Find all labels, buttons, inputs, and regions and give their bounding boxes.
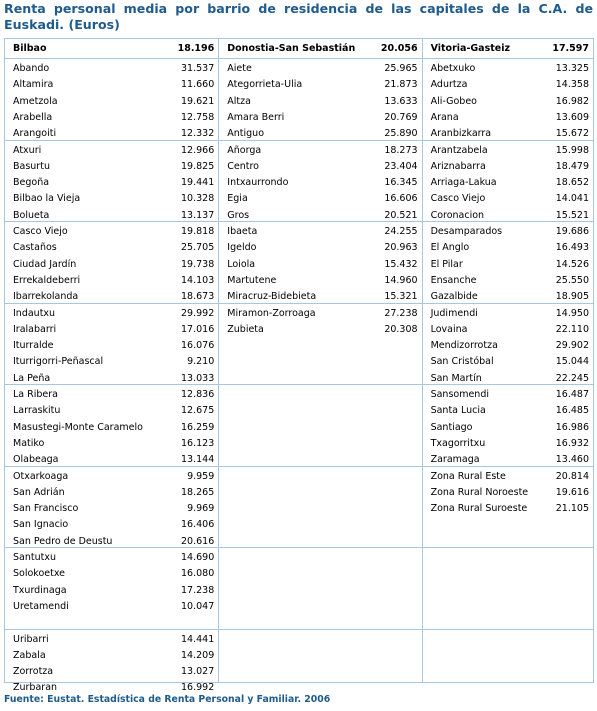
neighborhood-name: Olabeaga <box>13 452 59 468</box>
income-value: 16.406 <box>181 517 214 533</box>
row-group <box>219 59 421 141</box>
table-title: Renta personal media por barrio de residencia de las capitales de la C.A. de Euskadi. (Euros) <box>4 1 593 33</box>
income-value: 14.950 <box>556 306 589 322</box>
column-donostia <box>218 59 421 683</box>
neighborhood-name: Antiguo <box>227 126 264 142</box>
income-value: 13.137 <box>181 208 214 224</box>
income-value: 14.690 <box>181 550 214 566</box>
neighborhood-name: Judimendi <box>431 306 478 322</box>
income-value: 31.537 <box>181 61 214 77</box>
income-value: 20.769 <box>384 110 417 126</box>
neighborhood-name: Ibarrekolanda <box>13 289 78 305</box>
income-value: 16.485 <box>556 403 589 419</box>
table-row <box>5 306 218 322</box>
neighborhood-name: Begoña <box>13 175 49 191</box>
income-value: 17.016 <box>181 322 214 338</box>
table-row <box>5 257 218 273</box>
table-row <box>5 273 218 289</box>
income-value: 16.123 <box>181 436 214 452</box>
neighborhood-name: Ategorrieta-Ulia <box>227 77 302 93</box>
neighborhood-name: Ibaeta <box>227 224 257 240</box>
neighborhood-name: Igeldo <box>227 240 256 256</box>
column-header-name: Vitoria-Gasteiz <box>431 43 510 54</box>
neighborhood-name: Añorga <box>227 143 261 159</box>
income-value: 19.825 <box>181 159 214 175</box>
neighborhood-name: Loiola <box>227 257 255 273</box>
column-header-name: Donostia-San Sebastián <box>227 43 355 54</box>
neighborhood-name: Desamparados <box>431 224 503 240</box>
income-value: 16.982 <box>556 94 589 110</box>
neighborhood-name: Aiete <box>227 61 252 77</box>
income-value: 9.969 <box>187 501 214 517</box>
neighborhood-name: El Pilar <box>431 257 463 273</box>
neighborhood-name: Altza <box>227 94 251 110</box>
income-value: 29.992 <box>181 306 214 322</box>
table-row <box>219 175 421 191</box>
table-row <box>219 77 421 93</box>
income-value: 18.905 <box>556 289 589 305</box>
neighborhood-name: Gros <box>227 208 249 224</box>
row-group <box>423 467 593 549</box>
income-value: 17.238 <box>181 583 214 599</box>
column-header-name: Bilbao <box>13 43 47 54</box>
neighborhood-name: Iralabarri <box>13 322 56 338</box>
neighborhood-name: Txurdinaga <box>13 583 67 599</box>
income-value: 16.493 <box>556 240 589 256</box>
neighborhood-name: San Adrián <box>13 485 65 501</box>
income-value: 15.521 <box>556 208 589 224</box>
row-group <box>5 548 218 630</box>
income-value: 16.992 <box>181 680 214 696</box>
income-value: 16.932 <box>556 436 589 452</box>
table-row <box>423 436 593 452</box>
row-group <box>423 141 593 223</box>
table-body <box>5 59 593 683</box>
table-row <box>5 338 218 354</box>
column-header-vitoria <box>422 39 593 58</box>
table-row <box>423 191 593 207</box>
neighborhood-name: Mendizorrotza <box>431 338 498 354</box>
income-value: 16.076 <box>181 338 214 354</box>
table-header <box>5 39 593 59</box>
row-group <box>219 548 421 630</box>
income-value: 22.110 <box>556 322 589 338</box>
neighborhood-name: Uretamendi <box>13 599 69 615</box>
table-row <box>5 420 218 436</box>
income-value: 12.966 <box>181 143 214 159</box>
income-value: 13.144 <box>181 452 214 468</box>
table-row <box>219 306 421 322</box>
table-row <box>423 61 593 77</box>
row-group <box>5 467 218 549</box>
row-group <box>5 59 218 141</box>
row-group <box>219 222 421 304</box>
table-row <box>219 224 421 240</box>
table-row <box>5 322 218 338</box>
income-value: 15.432 <box>384 257 417 273</box>
income-table <box>4 38 594 683</box>
table-row <box>5 240 218 256</box>
income-value: 27.238 <box>384 306 417 322</box>
neighborhood-name: Iturrigorri-Peñascal <box>13 354 103 370</box>
table-row <box>423 224 593 240</box>
income-value: 21.873 <box>384 77 417 93</box>
table-row <box>5 534 218 550</box>
neighborhood-name: Solokoetxe <box>13 566 65 582</box>
neighborhood-name: Arana <box>431 110 459 126</box>
income-value: 18.673 <box>181 289 214 305</box>
neighborhood-name: Gazalbide <box>431 289 478 305</box>
table-row <box>5 159 218 175</box>
neighborhood-name: Altamira <box>13 77 53 93</box>
neighborhood-name: Bolueta <box>13 208 49 224</box>
table-row <box>219 159 421 175</box>
income-value: 13.033 <box>181 371 214 387</box>
income-value: 19.621 <box>181 94 214 110</box>
neighborhood-name: Zona Rural Noroeste <box>431 485 529 501</box>
neighborhood-name: Castaños <box>13 240 57 256</box>
table-row <box>219 273 421 289</box>
neighborhood-name: Txagorritxu <box>431 436 486 452</box>
income-value: 9.959 <box>187 469 214 485</box>
neighborhood-name: Basurtu <box>13 159 50 175</box>
neighborhood-name: Ametzola <box>13 94 58 110</box>
income-value: 18.265 <box>181 485 214 501</box>
income-value: 11.660 <box>181 77 214 93</box>
neighborhood-name: Coronacion <box>431 208 485 224</box>
income-value: 25.965 <box>384 61 417 77</box>
row-group <box>219 304 421 386</box>
income-value: 14.960 <box>384 273 417 289</box>
table-row <box>5 664 218 680</box>
table-row <box>5 550 218 566</box>
income-value: 15.998 <box>556 143 589 159</box>
neighborhood-name: Miramon-Zorroaga <box>227 306 315 322</box>
row-group <box>423 548 593 630</box>
income-value: 19.818 <box>181 224 214 240</box>
neighborhood-name: Zurbaran <box>13 680 57 696</box>
table-row <box>5 632 218 648</box>
table-row <box>5 354 218 370</box>
neighborhood-name: Adurtza <box>431 77 468 93</box>
neighborhood-name: Centro <box>227 159 259 175</box>
neighborhood-name: Santutxu <box>13 550 56 566</box>
income-value: 12.332 <box>181 126 214 142</box>
row-group <box>423 304 593 386</box>
row-group <box>5 385 218 467</box>
neighborhood-name: Miracruz-Bidebieta <box>227 289 316 305</box>
neighborhood-name: Casco Viejo <box>431 191 486 207</box>
income-value: 15.672 <box>556 126 589 142</box>
neighborhood-name: Masustegi-Monte Caramelo <box>13 420 143 436</box>
neighborhood-name: San Cristóbal <box>431 354 494 370</box>
neighborhood-name: Amara Berri <box>227 110 284 126</box>
table-row <box>423 387 593 403</box>
income-value: 10.047 <box>181 599 214 615</box>
table-row <box>219 257 421 273</box>
column-header-donostia <box>218 39 421 58</box>
neighborhood-name: Ali-Gobeo <box>431 94 477 110</box>
neighborhood-name: Indautxu <box>13 306 55 322</box>
table-row <box>5 387 218 403</box>
table-row <box>423 306 593 322</box>
neighborhood-name: Abando <box>13 61 49 77</box>
table-row <box>423 110 593 126</box>
income-value: 14.358 <box>556 77 589 93</box>
income-value: 29.902 <box>556 338 589 354</box>
neighborhood-name: San Francisco <box>13 501 78 517</box>
row-group <box>423 630 593 711</box>
table-row <box>5 599 218 615</box>
row-group <box>219 385 421 467</box>
table-row <box>5 191 218 207</box>
income-value: 18.273 <box>384 143 417 159</box>
income-value: 25.705 <box>181 240 214 256</box>
table-row <box>219 240 421 256</box>
neighborhood-name: Arabella <box>13 110 52 126</box>
neighborhood-name: Zorrotza <box>13 664 53 680</box>
neighborhood-name: Santa Lucia <box>431 403 486 419</box>
income-value: 19.441 <box>181 175 214 191</box>
income-value: 16.345 <box>384 175 417 191</box>
income-value: 19.616 <box>556 485 589 501</box>
income-value: 18.652 <box>556 175 589 191</box>
income-value: 24.255 <box>384 224 417 240</box>
income-value: 14.209 <box>181 648 214 664</box>
table-row <box>219 110 421 126</box>
neighborhood-name: Lovaina <box>431 322 468 338</box>
table-row <box>423 501 593 517</box>
row-group <box>423 59 593 141</box>
income-value: 15.321 <box>384 289 417 305</box>
table-row <box>5 517 218 533</box>
income-value: 16.606 <box>384 191 417 207</box>
neighborhood-name: San Pedro de Deustu <box>13 534 112 550</box>
neighborhood-name: Iturralde <box>13 338 54 354</box>
income-value: 12.675 <box>181 403 214 419</box>
table-row <box>423 354 593 370</box>
table-row <box>423 322 593 338</box>
neighborhood-name: El Anglo <box>431 240 470 256</box>
neighborhood-name: La Ribera <box>13 387 58 403</box>
neighborhood-name: San Martín <box>431 371 482 387</box>
neighborhood-name: Zaramaga <box>431 452 480 468</box>
income-value: 12.758 <box>181 110 214 126</box>
neighborhood-name: Bilbao la Vieja <box>13 191 80 207</box>
table-row <box>423 420 593 436</box>
table-row <box>219 61 421 77</box>
income-value: 23.404 <box>384 159 417 175</box>
row-group <box>5 222 218 304</box>
neighborhood-name: La Peña <box>13 371 50 387</box>
income-value: 14.041 <box>556 191 589 207</box>
income-value: 13.325 <box>556 61 589 77</box>
income-value: 20.521 <box>384 208 417 224</box>
table-row <box>219 191 421 207</box>
neighborhood-name: Casco Viejo <box>13 224 68 240</box>
income-value: 14.441 <box>181 632 214 648</box>
column-header-total: 17.597 <box>552 43 589 54</box>
income-value: 25.550 <box>556 273 589 289</box>
table-row <box>219 322 421 338</box>
income-value: 22.245 <box>556 371 589 387</box>
income-value: 12.836 <box>181 387 214 403</box>
column-bilbao <box>5 59 218 683</box>
table-row <box>5 61 218 77</box>
neighborhood-name: Ariznabarra <box>431 159 486 175</box>
table-row <box>423 273 593 289</box>
table-row <box>423 159 593 175</box>
income-value: 10.328 <box>181 191 214 207</box>
income-value: 21.105 <box>556 501 589 517</box>
table-row <box>5 583 218 599</box>
table-row <box>423 403 593 419</box>
income-value: 19.738 <box>181 257 214 273</box>
table-row <box>423 240 593 256</box>
table-row <box>5 94 218 110</box>
table-row <box>5 110 218 126</box>
row-group <box>423 385 593 467</box>
neighborhood-name: Zona Rural Suroeste <box>431 501 528 517</box>
table-row <box>5 501 218 517</box>
income-value: 16.080 <box>181 566 214 582</box>
neighborhood-name: Arangoiti <box>13 126 56 142</box>
table-row <box>5 436 218 452</box>
income-value: 19.686 <box>556 224 589 240</box>
neighborhood-name: Ensanche <box>431 273 477 289</box>
table-row <box>5 143 218 159</box>
neighborhood-name: Sansomendi <box>431 387 489 403</box>
neighborhood-name: Larraskitu <box>13 403 60 419</box>
income-value: 13.633 <box>384 94 417 110</box>
income-value: 25.890 <box>384 126 417 142</box>
table-row <box>5 77 218 93</box>
table-row <box>219 143 421 159</box>
income-value: 20.308 <box>384 322 417 338</box>
row-group <box>5 141 218 223</box>
table-row <box>423 94 593 110</box>
neighborhood-name: Zona Rural Este <box>431 469 506 485</box>
neighborhood-name: Martutene <box>227 273 276 289</box>
income-value: 15.044 <box>556 354 589 370</box>
neighborhood-name: Ciudad Jardín <box>13 257 76 273</box>
table-row <box>5 566 218 582</box>
income-value: 13.460 <box>556 452 589 468</box>
income-value: 14.526 <box>556 257 589 273</box>
neighborhood-name: Errekaldeberri <box>13 273 80 289</box>
row-group <box>5 304 218 386</box>
income-value: 14.103 <box>181 273 214 289</box>
column-vitoria <box>422 59 593 683</box>
table-row <box>423 175 593 191</box>
income-value: 13.609 <box>556 110 589 126</box>
income-value: 20.963 <box>384 240 417 256</box>
table-row <box>423 143 593 159</box>
table-row <box>423 77 593 93</box>
column-header-bilbao <box>5 39 218 58</box>
neighborhood-name: Arriaga-Lakua <box>431 175 497 191</box>
income-value: 16.986 <box>556 420 589 436</box>
table-row <box>423 338 593 354</box>
neighborhood-name: Abetxuko <box>431 61 476 77</box>
table-row <box>423 257 593 273</box>
income-value: 18.479 <box>556 159 589 175</box>
column-header-total: 18.196 <box>178 43 215 54</box>
table-row <box>423 469 593 485</box>
neighborhood-name: Egia <box>227 191 248 207</box>
neighborhood-name: Zubieta <box>227 322 264 338</box>
neighborhood-name: Atxuri <box>13 143 41 159</box>
table-row <box>5 224 218 240</box>
neighborhood-name: Matiko <box>13 436 44 452</box>
neighborhood-name: San Ignacio <box>13 517 68 533</box>
income-value: 20.616 <box>181 534 214 550</box>
income-value: 9.210 <box>187 354 214 370</box>
table-row <box>5 648 218 664</box>
income-value: 16.259 <box>181 420 214 436</box>
income-value: 16.487 <box>556 387 589 403</box>
row-group <box>219 467 421 549</box>
neighborhood-name: Zabala <box>13 648 46 664</box>
neighborhood-name: Intxaurrondo <box>227 175 288 191</box>
neighborhood-name: Aranbizkarra <box>431 126 492 142</box>
row-group <box>219 141 421 223</box>
neighborhood-name: Otxarkoaga <box>13 469 68 485</box>
table-row <box>219 94 421 110</box>
column-header-total: 20.056 <box>381 43 418 54</box>
table-row <box>5 175 218 191</box>
neighborhood-name: Santiago <box>431 420 473 436</box>
table-row <box>5 403 218 419</box>
table-row <box>423 485 593 501</box>
source-note: Fuente: Eustat. Estadística de Renta Personal y Familiar. 2006 <box>4 694 330 705</box>
income-value: 20.814 <box>556 469 589 485</box>
table-row <box>5 469 218 485</box>
table-row <box>5 485 218 501</box>
neighborhood-name: Uribarri <box>13 632 49 648</box>
income-value: 13.027 <box>181 664 214 680</box>
row-group <box>423 222 593 304</box>
neighborhood-name: Arantzabela <box>431 143 488 159</box>
